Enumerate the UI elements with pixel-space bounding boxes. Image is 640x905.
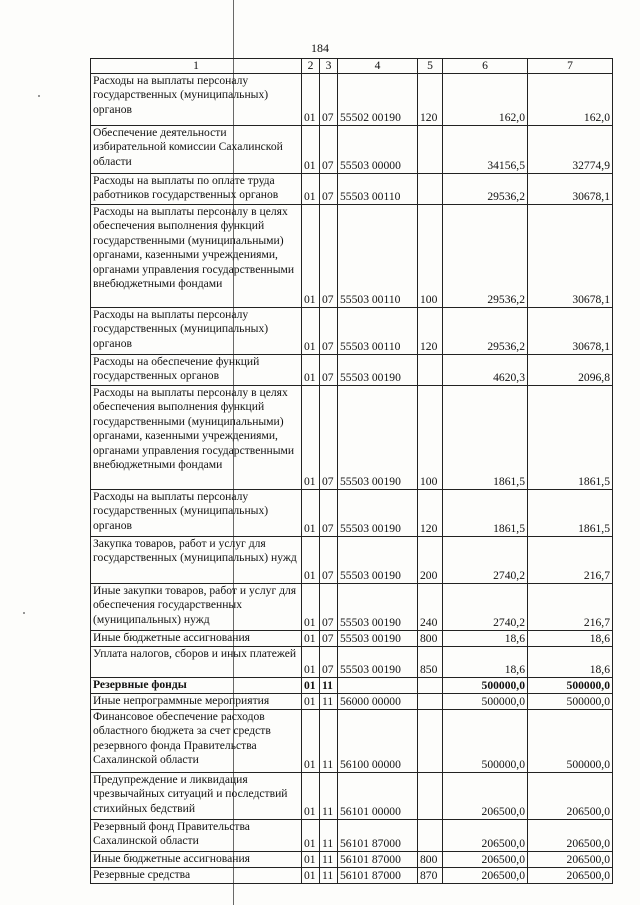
- row-expense-type: 120: [418, 308, 443, 355]
- budget-table: [90, 58, 613, 884]
- row-target-article: 56101 87000: [338, 820, 418, 852]
- row-amount-1: 18,6: [443, 631, 528, 647]
- row-amount-2: 1861,5: [528, 490, 613, 537]
- row-amount-2: 32774,9: [528, 126, 613, 174]
- row-section-code: 01: [302, 308, 320, 355]
- row-amount-2: 206500,0: [528, 868, 613, 884]
- row-amount-1: 162,0: [443, 74, 528, 126]
- column-header: 2: [302, 59, 320, 74]
- row-target-article: 55503 00000: [338, 126, 418, 174]
- row-subsection-code: 07: [320, 174, 338, 205]
- row-subsection-code: 11: [320, 678, 338, 694]
- table-row: [91, 174, 613, 205]
- row-name: Иные бюджетные ассигнования: [91, 631, 302, 647]
- column-header: 7: [528, 59, 613, 74]
- column-header: 6: [443, 59, 528, 74]
- row-section-code: 01: [302, 205, 320, 308]
- row-expense-type: 240: [418, 584, 443, 631]
- row-name: Иные непрограммные мероприятия: [91, 694, 302, 710]
- row-section-code: 01: [302, 584, 320, 631]
- row-name: Расходы на выплаты персоналу государственных (муниципальных) органов: [91, 308, 302, 355]
- row-section-code: 01: [302, 678, 320, 694]
- table-row: [91, 820, 613, 852]
- row-amount-2: 162,0: [528, 74, 613, 126]
- row-section-code: 01: [302, 174, 320, 205]
- row-section-code: 01: [302, 631, 320, 647]
- row-amount-1: 18,6: [443, 647, 528, 678]
- row-name: Расходы на выплаты персоналу государственных (муниципальных) органов: [91, 490, 302, 537]
- row-section-code: 01: [302, 820, 320, 852]
- row-subsection-code: 07: [320, 355, 338, 386]
- row-name: Резервные средства: [91, 868, 302, 884]
- row-amount-2: 18,6: [528, 631, 613, 647]
- row-section-code: 01: [302, 126, 320, 174]
- table-row: [91, 205, 613, 308]
- row-amount-2: 2096,8: [528, 355, 613, 386]
- row-target-article: 55503 00110: [338, 205, 418, 308]
- row-subsection-code: 07: [320, 537, 338, 584]
- column-header: 5: [418, 59, 443, 74]
- row-section-code: 01: [302, 868, 320, 884]
- row-subsection-code: 11: [320, 773, 338, 820]
- row-expense-type: [418, 678, 443, 694]
- row-expense-type: 850: [418, 647, 443, 678]
- row-section-code: 01: [302, 694, 320, 710]
- row-amount-2: 30678,1: [528, 308, 613, 355]
- table-row: [91, 355, 613, 386]
- table-row: [91, 678, 613, 694]
- row-amount-2: 500000,0: [528, 678, 613, 694]
- row-amount-2: 18,6: [528, 647, 613, 678]
- row-amount-1: 34156,5: [443, 126, 528, 174]
- row-expense-type: [418, 126, 443, 174]
- row-section-code: 01: [302, 537, 320, 584]
- table-row: [91, 537, 613, 584]
- row-name: Расходы на выплаты персоналу в целях обеспечения выполнения функций государственными (муниципальными) органами, казенными учреждениями, органами управления государственными внебюджетными фондами: [91, 205, 302, 308]
- row-subsection-code: 07: [320, 584, 338, 631]
- row-subsection-code: 11: [320, 868, 338, 884]
- row-amount-1: 4620,3: [443, 355, 528, 386]
- row-target-article: 55503 00190: [338, 490, 418, 537]
- row-target-article: 56100 00000: [338, 710, 418, 773]
- column-header: 1: [91, 59, 302, 74]
- row-expense-type: [418, 355, 443, 386]
- table-row: [91, 584, 613, 631]
- table-row: [91, 490, 613, 537]
- row-subsection-code: 11: [320, 852, 338, 868]
- row-subsection-code: 07: [320, 631, 338, 647]
- table-row: [91, 868, 613, 884]
- row-amount-1: 206500,0: [443, 852, 528, 868]
- row-subsection-code: 07: [320, 126, 338, 174]
- row-amount-2: 30678,1: [528, 205, 613, 308]
- row-amount-1: 500000,0: [443, 710, 528, 773]
- row-subsection-code: 11: [320, 820, 338, 852]
- row-target-article: 55502 00190: [338, 74, 418, 126]
- row-expense-type: 120: [418, 74, 443, 126]
- row-name: Закупка товаров, работ и услуг для государственных (муниципальных) нужд: [91, 537, 302, 584]
- row-amount-2: 1861,5: [528, 386, 613, 490]
- table-row: [91, 694, 613, 710]
- row-subsection-code: 07: [320, 308, 338, 355]
- row-name: Резервные фонды: [91, 678, 302, 694]
- scan-speck: [23, 612, 25, 614]
- row-target-article: 56101 87000: [338, 852, 418, 868]
- row-name: Иные бюджетные ассигнования: [91, 852, 302, 868]
- row-target-article: [338, 678, 418, 694]
- row-amount-1: 500000,0: [443, 694, 528, 710]
- row-name: Финансовое обеспечение расходов областного бюджета за счет средств резервного фонда Правительства Сахалинской области: [91, 710, 302, 773]
- row-expense-type: 870: [418, 868, 443, 884]
- row-amount-1: 206500,0: [443, 773, 528, 820]
- row-target-article: 55503 00190: [338, 647, 418, 678]
- table-row: [91, 126, 613, 174]
- row-section-code: 01: [302, 490, 320, 537]
- row-target-article: 55503 00110: [338, 308, 418, 355]
- row-section-code: 01: [302, 852, 320, 868]
- row-subsection-code: 11: [320, 710, 338, 773]
- row-target-article: 55503 00190: [338, 584, 418, 631]
- row-target-article: 56000 00000: [338, 694, 418, 710]
- row-subsection-code: 11: [320, 694, 338, 710]
- row-expense-type: 800: [418, 631, 443, 647]
- row-amount-1: 29536,2: [443, 174, 528, 205]
- row-subsection-code: 07: [320, 647, 338, 678]
- table-row: [91, 852, 613, 868]
- row-expense-type: 800: [418, 852, 443, 868]
- table-row: [91, 74, 613, 126]
- row-section-code: 01: [302, 74, 320, 126]
- row-section-code: 01: [302, 355, 320, 386]
- row-amount-1: 206500,0: [443, 820, 528, 852]
- table-row: [91, 386, 613, 490]
- row-expense-type: [418, 710, 443, 773]
- row-name: Расходы на выплаты персоналу государственных (муниципальных) органов: [91, 74, 302, 126]
- row-target-article: 55503 00190: [338, 537, 418, 584]
- row-name: Расходы на выплаты персоналу в целях обеспечения выполнения функций государственными (муниципальными) органами, казенными учреждениями, органами управления государственными внебюджетными фондами: [91, 386, 302, 490]
- table-row: [91, 710, 613, 773]
- table-row: [91, 647, 613, 678]
- row-amount-1: 500000,0: [443, 678, 528, 694]
- row-amount-1: 29536,2: [443, 308, 528, 355]
- row-amount-1: 2740,2: [443, 537, 528, 584]
- row-name: Резервный фонд Правительства Сахалинской области: [91, 820, 302, 852]
- row-name: Обеспечение деятельности избирательной комиссии Сахалинской области: [91, 126, 302, 174]
- row-amount-2: 500000,0: [528, 710, 613, 773]
- row-target-article: 55503 00110: [338, 174, 418, 205]
- row-target-article: 55503 00190: [338, 631, 418, 647]
- row-subsection-code: 07: [320, 205, 338, 308]
- row-expense-type: [418, 820, 443, 852]
- row-expense-type: [418, 174, 443, 205]
- scan-speck: [38, 95, 40, 97]
- row-section-code: 01: [302, 710, 320, 773]
- row-target-article: 55503 00190: [338, 355, 418, 386]
- row-expense-type: [418, 773, 443, 820]
- row-name: Расходы на обеспечение функций государственных органов: [91, 355, 302, 386]
- row-section-code: 01: [302, 647, 320, 678]
- row-expense-type: [418, 694, 443, 710]
- row-target-article: 56101 87000: [338, 868, 418, 884]
- row-amount-2: 500000,0: [528, 694, 613, 710]
- row-name: Расходы на выплаты по оплате труда работников государственных органов: [91, 174, 302, 205]
- table-row: [91, 773, 613, 820]
- row-expense-type: 100: [418, 205, 443, 308]
- row-subsection-code: 07: [320, 74, 338, 126]
- row-name: Предупреждение и ликвидация чрезвычайных ситуаций и последствий стихийных бедствий: [91, 773, 302, 820]
- row-amount-2: 216,7: [528, 584, 613, 631]
- row-section-code: 01: [302, 386, 320, 490]
- row-amount-1: 2740,2: [443, 584, 528, 631]
- row-amount-2: 216,7: [528, 537, 613, 584]
- row-subsection-code: 07: [320, 386, 338, 490]
- column-header: 3: [320, 59, 338, 74]
- column-header: 4: [338, 59, 418, 74]
- row-amount-1: 1861,5: [443, 386, 528, 490]
- row-amount-2: 30678,1: [528, 174, 613, 205]
- table-header-row: [91, 59, 613, 74]
- row-expense-type: 200: [418, 537, 443, 584]
- row-amount-1: 206500,0: [443, 868, 528, 884]
- table-row: [91, 631, 613, 647]
- row-expense-type: 120: [418, 490, 443, 537]
- row-target-article: 55503 00190: [338, 386, 418, 490]
- row-amount-1: 29536,2: [443, 205, 528, 308]
- row-expense-type: 100: [418, 386, 443, 490]
- row-amount-2: 206500,0: [528, 820, 613, 852]
- row-amount-1: 1861,5: [443, 490, 528, 537]
- page-number: 184: [311, 41, 329, 55]
- row-name: Уплата налогов, сборов и иных платежей: [91, 647, 302, 678]
- table-row: [91, 308, 613, 355]
- row-amount-2: 206500,0: [528, 852, 613, 868]
- row-subsection-code: 07: [320, 490, 338, 537]
- row-name: Иные закупки товаров, работ и услуг для обеспечения государственных (муниципальных) нужд: [91, 584, 302, 631]
- table-body: [91, 74, 613, 884]
- row-target-article: 56101 00000: [338, 773, 418, 820]
- row-amount-2: 206500,0: [528, 773, 613, 820]
- row-section-code: 01: [302, 773, 320, 820]
